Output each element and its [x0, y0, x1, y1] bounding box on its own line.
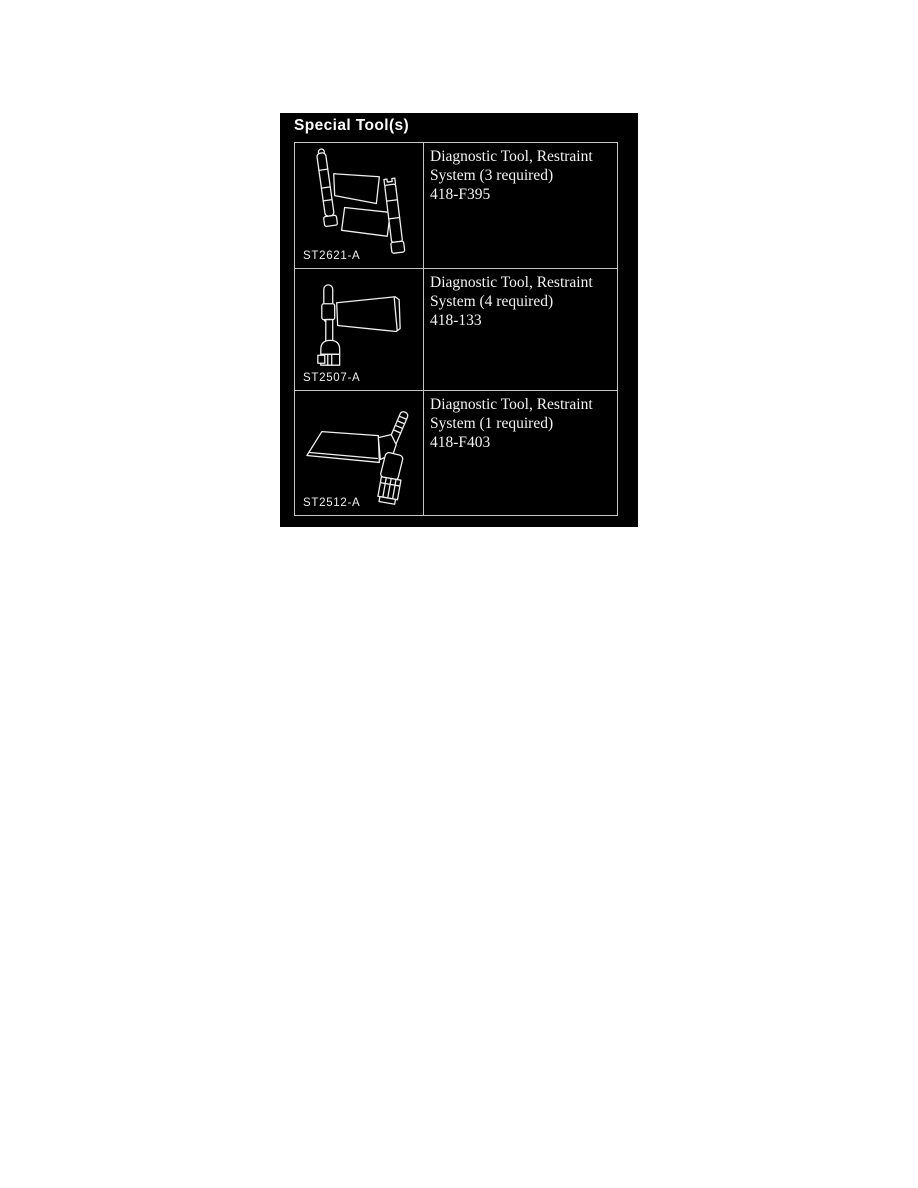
tool-image-cell-st2621: [295, 143, 424, 269]
tool-image-cell-st2512: [295, 391, 424, 515]
tool-image-cell-st2507: [295, 269, 424, 391]
tool-description-line: System (4 required): [430, 293, 554, 310]
tool-image-label: ST2621-A: [303, 250, 361, 262]
special-tools-panel: [280, 113, 638, 527]
tool-image-label: ST2507-A: [303, 372, 361, 384]
tool-part-number: 418-F403: [430, 434, 491, 451]
panel-title: Special Tool(s): [294, 117, 410, 134]
tool-image-label: ST2512-A: [303, 497, 361, 509]
tool-description-cell-418-f403: [424, 391, 617, 515]
tool-description-line: Diagnostic Tool, Restraint: [430, 396, 593, 413]
tool-part-number: 418-F395: [430, 186, 491, 203]
tool-description-cell-418-133: [424, 269, 617, 391]
tool-description-line: Diagnostic Tool, Restraint: [430, 274, 593, 291]
tool-description-cell-418-f395: [424, 143, 617, 269]
tool-description-line: System (1 required): [430, 415, 554, 432]
tool-description-line: System (3 required): [430, 167, 554, 184]
special-tools-table: [294, 142, 618, 516]
tool-description-line: Diagnostic Tool, Restraint: [430, 148, 593, 165]
tool-part-number: 418-133: [430, 312, 482, 329]
